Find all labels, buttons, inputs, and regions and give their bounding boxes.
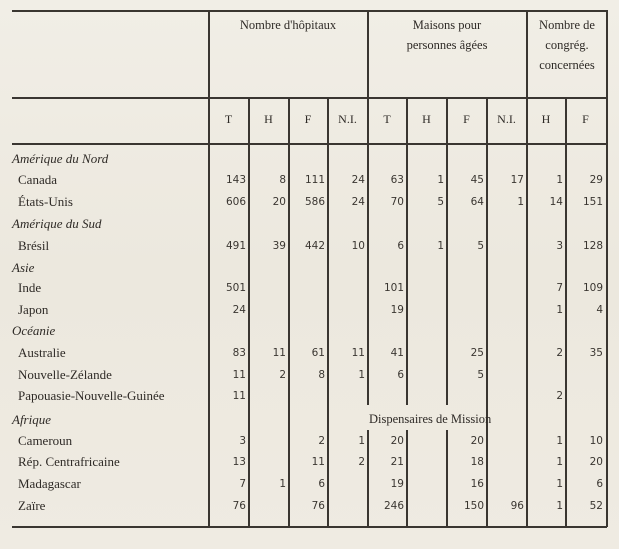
table-cell: 151 bbox=[582, 196, 603, 208]
subheader-top-rule bbox=[12, 97, 607, 99]
column-divider bbox=[248, 97, 250, 527]
table-cell: 20 bbox=[589, 456, 603, 468]
table-cell: 20 bbox=[390, 435, 404, 447]
table-cell: 24 bbox=[351, 174, 365, 186]
country-label: Rép. Centrafricaine bbox=[18, 454, 120, 469]
table-cell: 20 bbox=[470, 435, 484, 447]
subheader-cell: H bbox=[541, 112, 551, 126]
table-cell: 5 bbox=[477, 240, 484, 252]
table-cell: 1 bbox=[279, 478, 286, 490]
table-cell: 1 bbox=[556, 435, 563, 447]
column-divider bbox=[208, 10, 210, 527]
subheader-cell: N.I. bbox=[338, 112, 357, 126]
table-bottom-rule bbox=[12, 526, 607, 528]
region-label: Afrique bbox=[12, 412, 51, 427]
table-cell: 19 bbox=[390, 478, 404, 490]
table-cell: 17 bbox=[510, 174, 524, 186]
header-maisons-line1: Maisons pour bbox=[412, 18, 482, 32]
table-cell: 8 bbox=[318, 369, 325, 381]
table-cell: 109 bbox=[582, 282, 603, 294]
region-label: Amérique du Nord bbox=[12, 151, 109, 166]
table-cell: 4 bbox=[596, 304, 603, 316]
subheader-cell: T bbox=[224, 112, 233, 126]
table-cell: 1 bbox=[556, 500, 563, 512]
table-cell: 246 bbox=[383, 500, 404, 512]
table-cell: 8 bbox=[279, 174, 286, 186]
table-cell: 6 bbox=[397, 369, 404, 381]
dispensaires-label: Dispensaires de Mission bbox=[369, 412, 492, 426]
table-right-border bbox=[606, 10, 608, 527]
table-cell: 70 bbox=[390, 196, 404, 208]
table-cell: 491 bbox=[225, 240, 246, 252]
table-cell: 10 bbox=[589, 435, 603, 447]
region-label: Asie bbox=[12, 260, 35, 275]
header-congreg-line1: Nombre de bbox=[539, 18, 595, 32]
table-cell: 150 bbox=[463, 500, 484, 512]
subheader-cell: F bbox=[304, 112, 312, 126]
table-top-rule bbox=[12, 10, 607, 12]
table-cell: 6 bbox=[397, 240, 404, 252]
subheader-cell: N.I. bbox=[497, 112, 516, 126]
table-cell: 11 bbox=[232, 369, 246, 381]
table-cell: 501 bbox=[225, 282, 246, 294]
table-cell: 1 bbox=[556, 478, 563, 490]
table-cell: 45 bbox=[470, 174, 484, 186]
table-cell: 5 bbox=[437, 196, 444, 208]
table-cell: 2 bbox=[556, 390, 563, 402]
table-cell: 606 bbox=[225, 196, 246, 208]
table-cell: 6 bbox=[318, 478, 325, 490]
country-label: Madagascar bbox=[18, 476, 81, 491]
country-label: Cameroun bbox=[18, 433, 73, 448]
table-cell: 13 bbox=[232, 456, 246, 468]
table-cell: 52 bbox=[589, 500, 603, 512]
region-label: Amérique du Sud bbox=[12, 216, 102, 231]
table-cell: 1 bbox=[358, 435, 365, 447]
table-cell: 63 bbox=[390, 174, 404, 186]
table-cell: 24 bbox=[232, 304, 246, 316]
table-cell: 1 bbox=[517, 196, 524, 208]
table-cell: 76 bbox=[232, 500, 246, 512]
table-cell: 10 bbox=[351, 240, 365, 252]
country-label: Papouasie-Nouvelle-Guinée bbox=[18, 388, 165, 403]
table-cell: 11 bbox=[232, 390, 246, 402]
table-cell: 76 bbox=[311, 500, 325, 512]
table-cell: 2 bbox=[556, 347, 563, 359]
subheader-cell: F bbox=[582, 112, 589, 126]
column-divider bbox=[486, 97, 488, 527]
table-cell: 1 bbox=[556, 456, 563, 468]
table-cell: 442 bbox=[304, 240, 325, 252]
table-cell: 11 bbox=[311, 456, 325, 468]
table-cell: 5 bbox=[477, 369, 484, 381]
table-cell: 25 bbox=[470, 347, 484, 359]
subheader-cell: H bbox=[264, 112, 273, 126]
table-cell: 3 bbox=[239, 435, 246, 447]
table-cell: 1 bbox=[556, 174, 563, 186]
table-cell: 39 bbox=[272, 240, 286, 252]
table-cell: 14 bbox=[549, 196, 563, 208]
subheader-cell: H bbox=[422, 112, 431, 126]
table-cell: 18 bbox=[470, 456, 484, 468]
table-cell: 2 bbox=[318, 435, 325, 447]
header-congreg-line2: congrég. bbox=[545, 38, 589, 52]
table-cell: 2 bbox=[358, 456, 365, 468]
table-cell: 7 bbox=[556, 282, 563, 294]
table-cell: 11 bbox=[272, 347, 286, 359]
header-hopitaux: Nombre d'hôpitaux bbox=[239, 18, 337, 32]
table-cell: 29 bbox=[589, 174, 603, 186]
header-congreg-line3: concernées bbox=[539, 58, 595, 72]
table-cell: 143 bbox=[225, 174, 246, 186]
table-cell: 3 bbox=[556, 240, 563, 252]
table-cell: 61 bbox=[311, 347, 325, 359]
subheader-cell: F bbox=[463, 112, 470, 126]
table-cell: 16 bbox=[470, 478, 484, 490]
table-cell: 41 bbox=[390, 347, 404, 359]
table-cell: 1 bbox=[437, 240, 444, 252]
column-divider bbox=[526, 10, 528, 527]
column-divider bbox=[406, 430, 408, 527]
table-cell: 7 bbox=[239, 478, 246, 490]
table-cell: 1 bbox=[358, 369, 365, 381]
table-cell: 128 bbox=[582, 240, 603, 252]
table-cell: 11 bbox=[351, 347, 365, 359]
country-label: Inde bbox=[18, 280, 42, 295]
table-cell: 19 bbox=[390, 304, 404, 316]
country-label: Australie bbox=[18, 345, 66, 360]
table-cell: 83 bbox=[232, 347, 246, 359]
table-cell: 111 bbox=[304, 174, 325, 186]
table-cell: 20 bbox=[272, 196, 286, 208]
table-cell: 96 bbox=[510, 500, 524, 512]
region-label: Océanie bbox=[12, 323, 56, 338]
country-label: Canada bbox=[18, 172, 57, 187]
table-cell: 21 bbox=[390, 456, 404, 468]
header-maisons-line2: personnes âgées bbox=[406, 38, 488, 52]
header-bottom-rule bbox=[12, 143, 607, 145]
table-cell: 35 bbox=[589, 347, 603, 359]
country-label: Japon bbox=[18, 302, 49, 317]
table-cell: 6 bbox=[596, 478, 603, 490]
table-cell: 24 bbox=[351, 196, 365, 208]
table-cell: 101 bbox=[383, 282, 404, 294]
table-cell: 1 bbox=[556, 304, 563, 316]
country-label: États-Unis bbox=[18, 194, 73, 209]
country-label: Nouvelle-Zélande bbox=[18, 367, 112, 382]
subheader-cell: T bbox=[383, 112, 391, 126]
table-cell: 64 bbox=[470, 196, 484, 208]
table-cell: 1 bbox=[437, 174, 444, 186]
table-cell: 2 bbox=[279, 369, 286, 381]
country-label: Brésil bbox=[18, 238, 50, 253]
table-cell: 586 bbox=[304, 196, 325, 208]
country-label: Zaïre bbox=[18, 498, 46, 513]
